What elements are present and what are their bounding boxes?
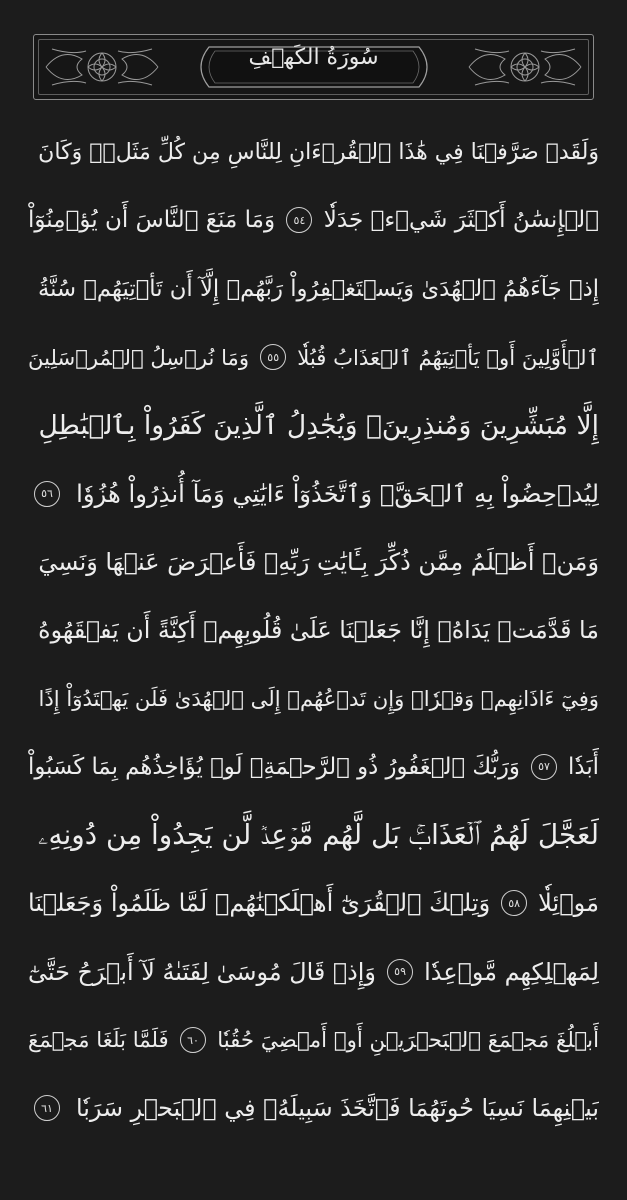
surah-header-banner — [33, 34, 594, 100]
verse-text: لَعَجَّلَ لَهُمُ ٱلۡعَذَابَۚ بَل لَّهُم مَّوۡعِدٞ لَّن يَجِدُواْ مِن دُونِهِۦ — [37, 818, 599, 852]
verse-text: إِذۡ جَآءَهُمُ ٱلۡهُدَىٰ وَيَسۡتَغۡفِرُواْ رَبَّهُمۡ إِلَّآ أَن تَأۡتِيَهُمۡ سُنَّةُ — [37, 275, 599, 302]
verse-text: لِيُدۡحِضُواْ بِهِ ٱلۡحَقَّۖ وَٱتَّخَذُوٓاْ ءَايَٰتِي وَمَآ أُنذِرُواْ هُزُوٗا — [76, 479, 599, 509]
verse-text: إِلَّا مُبَشِّرِينَ وَمُنذِرِينَۚ وَيُجَٰدِلُ ٱلَّذِينَ كَفَرُواْ بِٱلۡبَٰطِلِ — [38, 409, 599, 441]
verse-line — [28, 1074, 599, 1142]
verse-text: أَبَدٗا — [568, 753, 599, 780]
verse-line — [28, 459, 599, 527]
verse-line — [28, 596, 599, 664]
verse-line — [28, 733, 599, 801]
verse-text: وَرَبُّكَ ٱلۡغَفُورُ ذُو ٱلرَّحۡمَةِۖ لَوۡ يُؤَاخِذُهُم بِمَا كَسَبُواْ — [28, 753, 520, 780]
ayah-number-marker: ٥٦ — [34, 481, 60, 507]
ayah-number-marker: ٥٤ — [286, 207, 312, 233]
verse-text: وَفِيٓ ءَاذَانِهِمۡ وَقۡرٗاۖ وَإِن تَدۡعُهُمۡ إِلَى ٱلۡهُدَىٰ فَلَن يَهۡتَدُوٓاْ إِذًا — [38, 686, 599, 712]
ayah-number-marker: ٦٠ — [180, 1027, 206, 1053]
verse-line — [28, 938, 599, 1006]
verse-text: وَلَقَدۡ صَرَّفۡنَا فِي هَٰذَا ٱلۡقُرۡءَانِ لِلنَّاسِ مِن كُلِّ مَثَلٖۚ وَكَانَ — [38, 139, 599, 165]
verse-text: وَمَا نُرۡسِلُ ٱلۡمُرۡسَلِينَ — [28, 344, 250, 370]
ayah-number-marker: ٥٨ — [501, 890, 527, 916]
verse-line — [28, 528, 599, 596]
verse-line — [28, 869, 599, 937]
verse-text-block — [28, 118, 599, 1142]
verse-line — [28, 118, 599, 186]
verse-text: ٱلۡإِنسَٰنُ أَكۡثَرَ شَيۡءٖ جَدَلٗا — [323, 207, 599, 234]
verse-text: بَيۡنِهِمَا نَسِيَا حُوتَهُمَا فَٱتَّخَذَ سَبِيلَهُۥ فِي ٱلۡبَحۡرِ سَرَبٗا — [75, 1094, 599, 1123]
verse-line — [28, 255, 599, 323]
verse-text: وَمَنۡ أَظۡلَمُ مِمَّن ذُكِّرَ بِـَٔايَٰتِ رَبِّهِۦ فَأَعۡرَضَ عَنۡهَا وَنَسِيَ — [38, 547, 599, 576]
verse-text: ٱلۡأَوَّلِينَ أَوۡ يَأۡتِيَهُمُ ٱلۡعَذَابُ قُبُلٗا — [297, 344, 599, 370]
verse-line — [28, 323, 599, 391]
verse-line — [28, 801, 599, 869]
surah-title: سُورَةُ الكَهۡفِ — [248, 45, 379, 70]
verse-line — [28, 664, 599, 732]
ayah-number-marker: ٥٥ — [260, 344, 286, 370]
ayah-number-marker: ٥٧ — [531, 754, 557, 780]
verse-text: مَا قَدَّمَتۡ يَدَاهُۚ إِنَّا جَعَلۡنَا عَلَىٰ قُلُوبِهِمۡ أَكِنَّةً أَن يَفۡقَهُوهُ — [38, 616, 599, 645]
verse-text: فَلَمَّا بَلَغَا مَجۡمَعَ — [28, 1027, 169, 1053]
verse-line — [28, 391, 599, 459]
verse-text: أَبۡلُغَ مَجۡمَعَ ٱلۡبَحۡرَيۡنِ أَوۡ أَمۡضِيَ حُقُبٗا — [217, 1027, 599, 1053]
verse-text: لِمَهۡلِكِهِم مَّوۡعِدٗا — [424, 957, 599, 986]
verse-text: وَتِلۡكَ ٱلۡقُرَىٰٓ أَهۡلَكۡنَٰهُمۡ لَمَّا ظَلَمُواْ وَجَعَلۡنَا — [28, 889, 491, 918]
verse-text: مَوۡئِلٗا — [538, 889, 599, 918]
verse-line — [28, 1006, 599, 1074]
verse-line — [28, 186, 599, 254]
ayah-number-marker: ٥٩ — [387, 959, 413, 985]
ayah-number-marker: ٦١ — [34, 1095, 60, 1121]
verse-text: وَإِذۡ قَالَ مُوسَىٰ لِفَتَىٰهُ لَآ أَبۡرَحُ حَتَّىٰٓ — [28, 957, 376, 986]
verse-text: وَمَا مَنَعَ ٱلنَّاسَ أَن يُؤۡمِنُوٓاْ — [28, 207, 276, 234]
